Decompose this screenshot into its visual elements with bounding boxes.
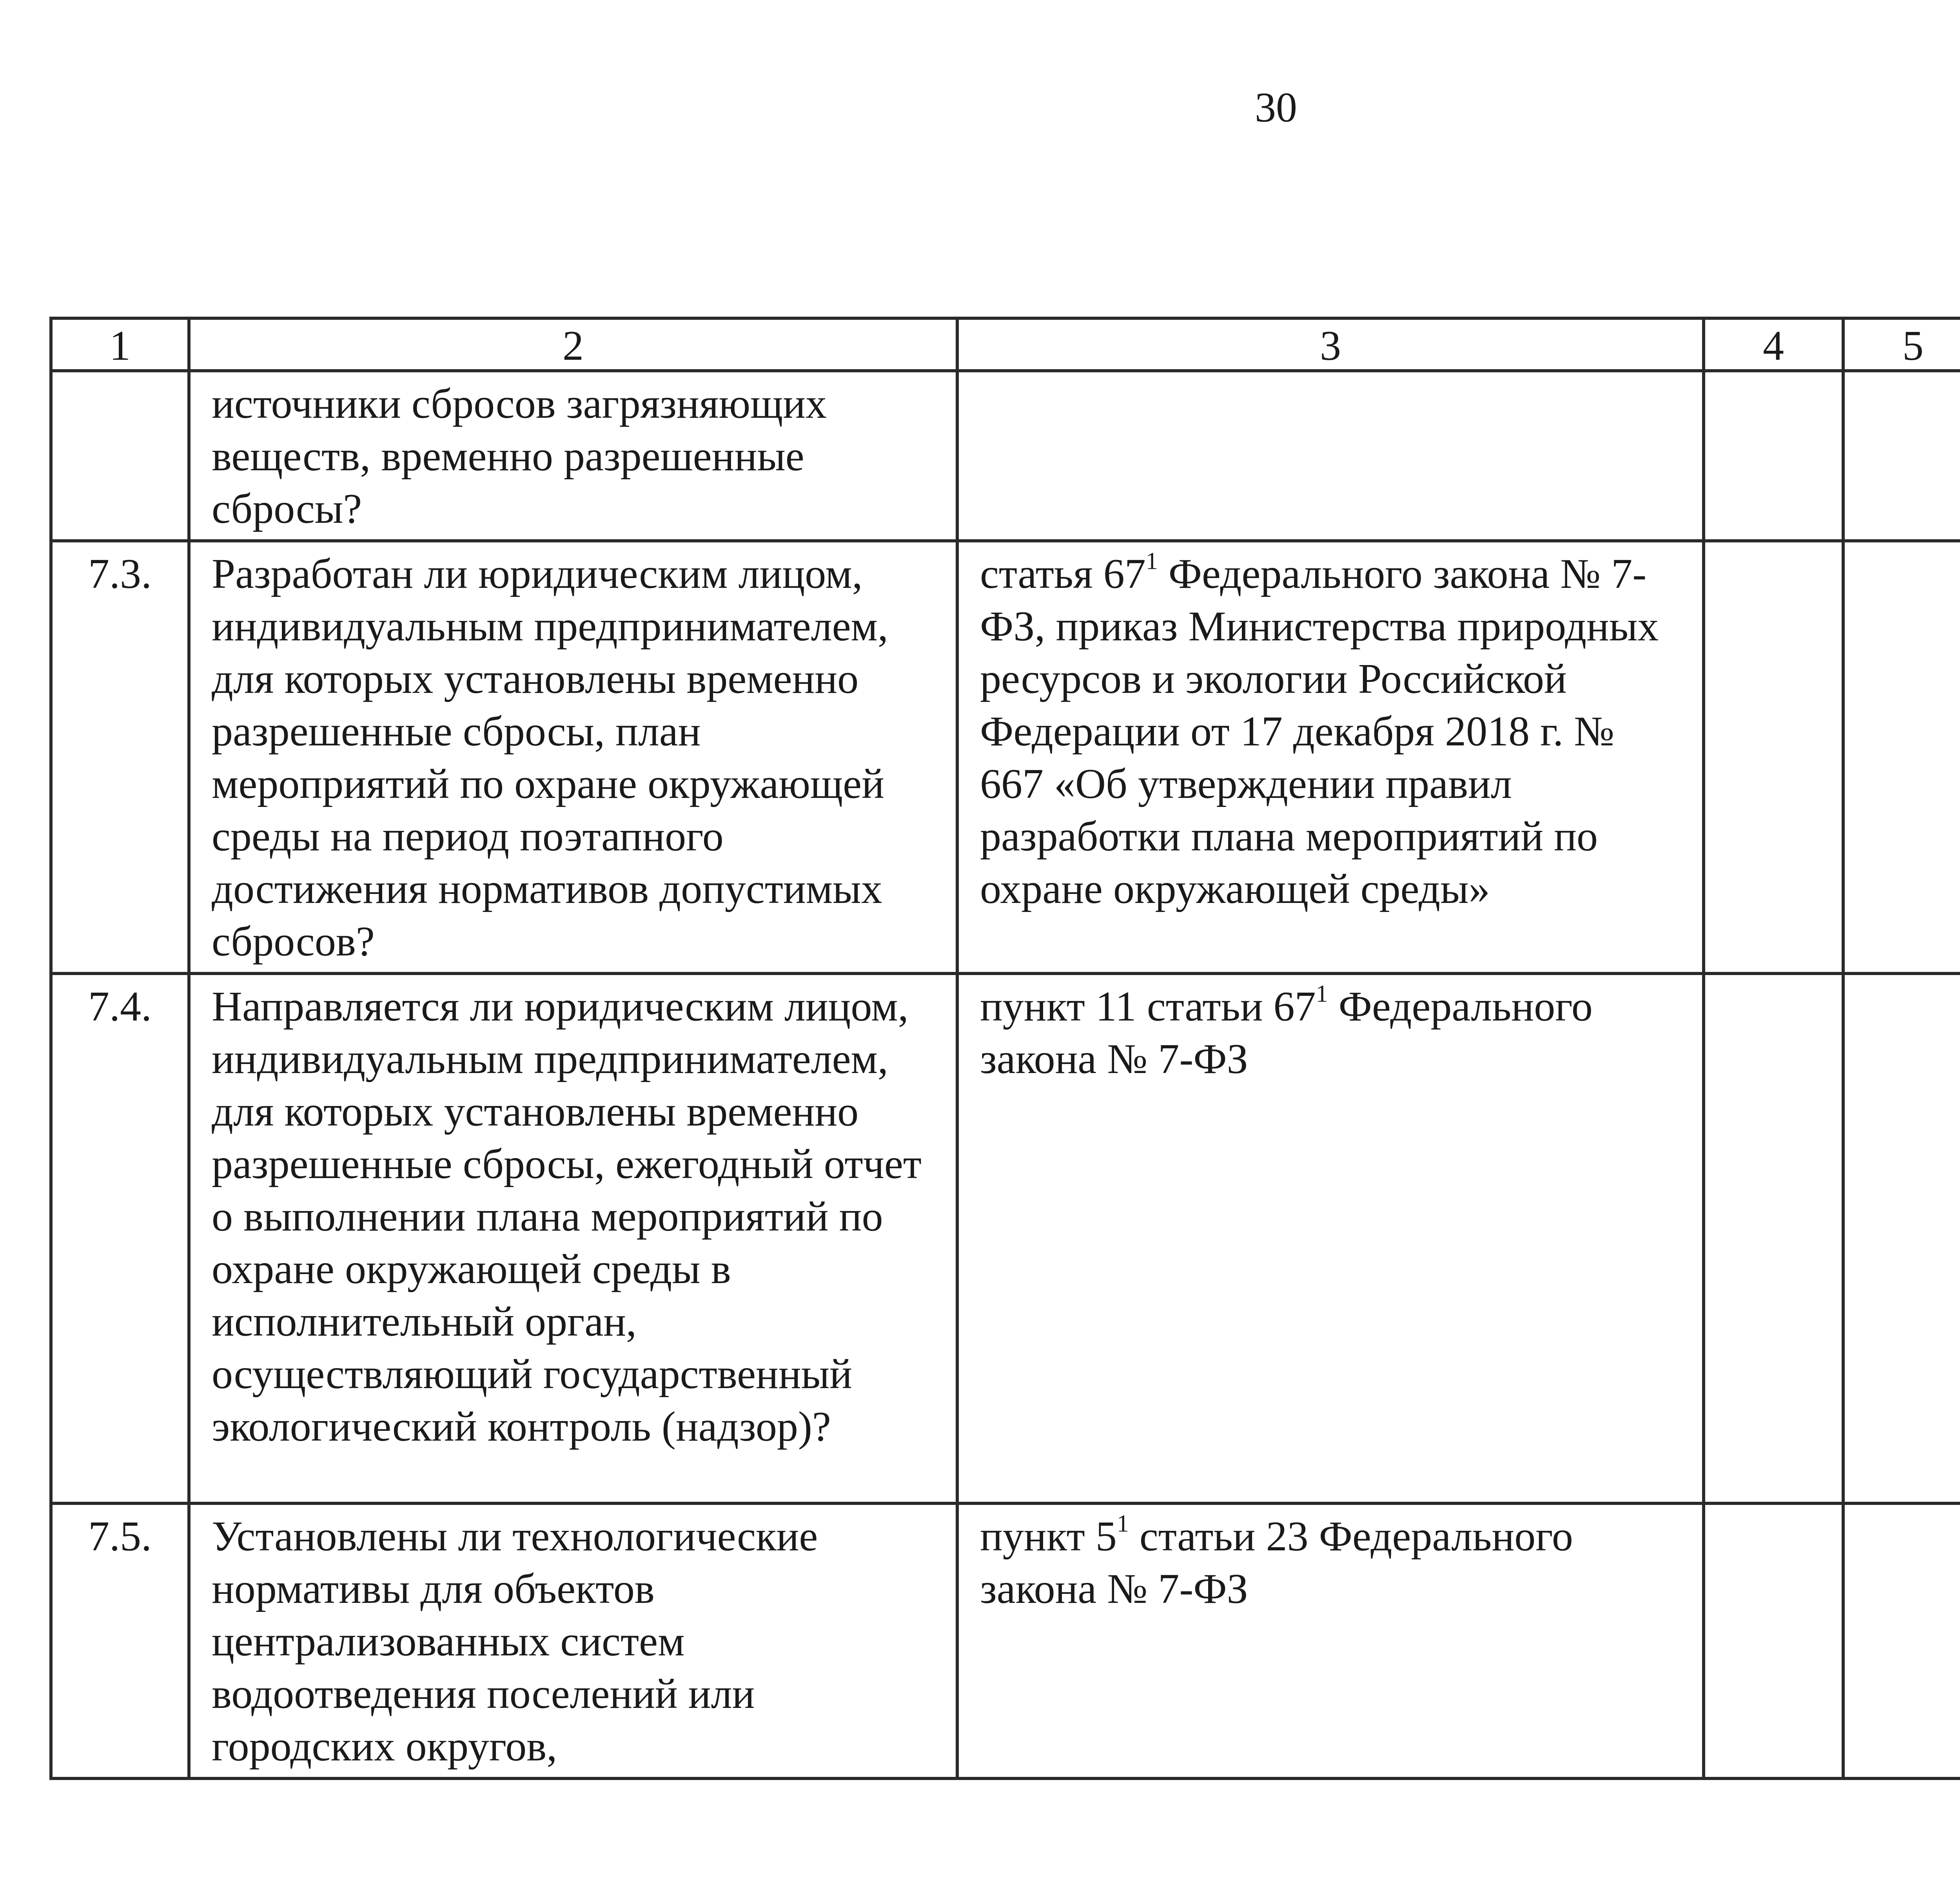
- row-question: Направляется ли юридическим лицом, индивидуальным предпринимателем, для которых установлены временно разрешенные сбросы, ежегодный отчет о выполнении плана мероприятий по охране окружающей среды в исполнительный орган, осуществляющий государственный экологический контроль (надзор)?: [189, 973, 957, 1503]
- basis-superscript: 1: [1116, 1510, 1129, 1537]
- column-header: 1: [51, 318, 189, 371]
- empty-cell: [1843, 1503, 1960, 1778]
- table-row: [51, 973, 1960, 1503]
- checklist-table: [49, 317, 1960, 1780]
- header-row: [51, 318, 1960, 371]
- empty-cell: [1843, 371, 1960, 541]
- basis-text: пункт 5: [980, 1513, 1117, 1560]
- column-header: 5: [1843, 318, 1960, 371]
- empty-cell: [1704, 1503, 1843, 1778]
- empty-cell: [1704, 973, 1843, 1503]
- row-legal-basis: [957, 371, 1704, 541]
- row-legal-basis: [957, 541, 1704, 973]
- basis-superscript: 1: [1145, 548, 1158, 575]
- basis-text: Федерального закона № 7-ФЗ: [980, 983, 1593, 1082]
- row-question: Разработан ли юридическим лицом, индивидуальным предпринимателем, для которых установлены временно разрешенные сбросы, план мероприятий по охране окружающей среды на период поэтапного достижения нормативов допустимых сбросов?: [189, 541, 957, 973]
- empty-cell: [1843, 541, 1960, 973]
- table-row: [51, 541, 1960, 973]
- empty-cell: [1704, 541, 1843, 973]
- row-question: источники сбросов загрязняющих веществ, временно разрешенные сбросы?: [189, 371, 957, 541]
- table-row: [51, 1503, 1960, 1778]
- row-number: 7.3.: [51, 541, 189, 973]
- column-header: 3: [957, 318, 1704, 371]
- basis-text: Федерального закона № 7-ФЗ, приказ Министерства природных ресурсов и экологии Российской Федерации от 17 декабря 2018 г. № 667 «Об утверждении правил разработки плана мероприятий по охране окружающей среды»: [980, 551, 1659, 912]
- row-number: 7.4.: [51, 973, 189, 1503]
- basis-text: статья 67: [980, 551, 1146, 597]
- row-number: [51, 371, 189, 541]
- page-number: 30: [1255, 84, 1297, 131]
- table-row: [51, 371, 1960, 541]
- column-header: 4: [1704, 318, 1843, 371]
- row-legal-basis: [957, 973, 1704, 1503]
- row-number: 7.5.: [51, 1503, 189, 1778]
- empty-cell: [1704, 371, 1843, 541]
- basis-superscript: 1: [1316, 981, 1328, 1007]
- row-question: Установлены ли технологические нормативы для объектов централизованных систем водоотведения поселений или городских округов,: [189, 1503, 957, 1778]
- empty-cell: [1843, 973, 1960, 1503]
- basis-text: пункт 11 статьи 67: [980, 983, 1316, 1030]
- basis-text: статьи 23 Федерального закона № 7-ФЗ: [980, 1513, 1573, 1612]
- column-header: 2: [189, 318, 957, 371]
- row-legal-basis: [957, 1503, 1704, 1778]
